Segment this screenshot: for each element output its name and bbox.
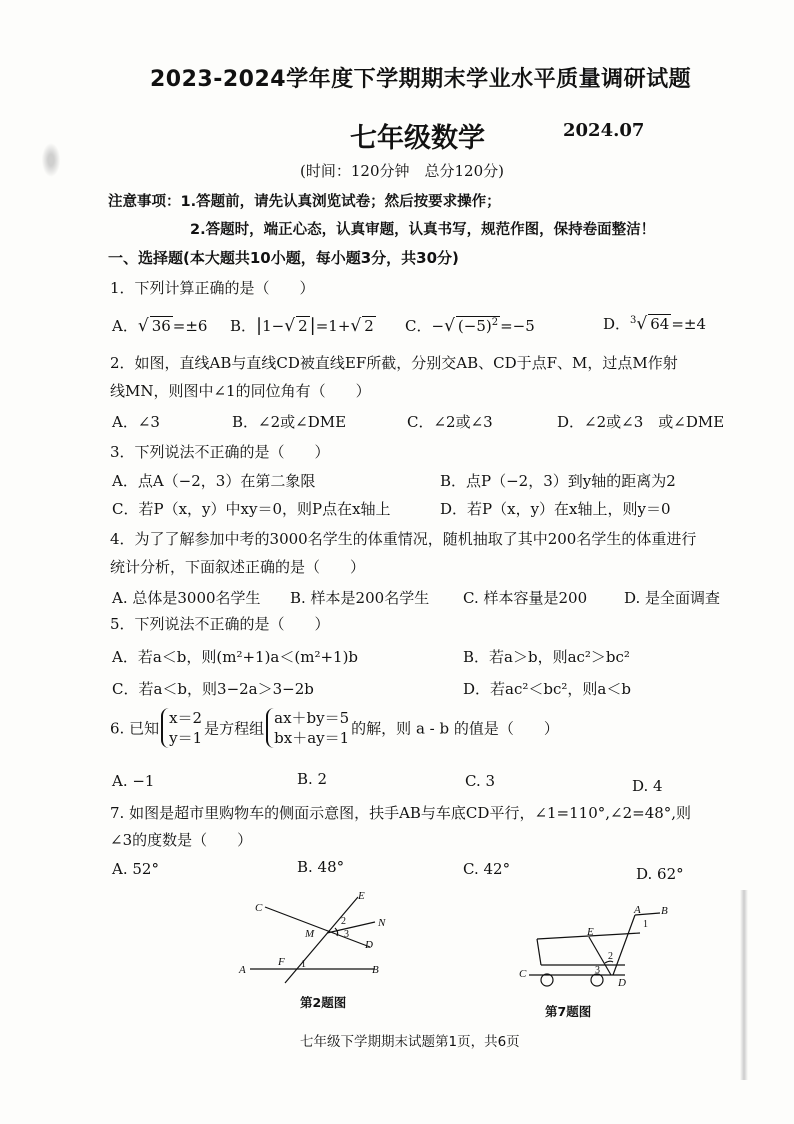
q7-option-c: C. 42°	[463, 860, 511, 878]
fig2-label-e: E	[358, 890, 365, 902]
q5-option-b: B．若a＞b，则ac²＞bc²	[463, 648, 630, 666]
q3-option-a: A．点A（−2，3）在第二象限	[112, 472, 316, 490]
section-choice-heading: 一、选择题(本大题共10小题，每小题3分，共30分)	[108, 249, 459, 267]
fig2-label-c: C	[255, 902, 263, 914]
q6-option-c: C. 3	[465, 772, 496, 790]
exam-subject: 七年级数学	[350, 123, 485, 154]
q2-stem-line-2: 线MN，则图中∠1的同位角有（ ）	[110, 382, 371, 400]
q6-solution-system: x＝2 y＝1	[161, 708, 202, 748]
q2-option-a: A．∠3	[112, 413, 160, 431]
q4-option-c: C. 样本容量是200	[463, 589, 588, 607]
notes-item-2: 2.答题时，端正心态，认真审题，认真书写，规范作图，保持卷面整洁！	[190, 222, 656, 238]
q2-option-c: C．∠2或∠3	[407, 413, 493, 431]
cart-handle-bar	[613, 915, 635, 975]
q6-option-a: A. −1	[112, 772, 155, 790]
fig2-label-n: N	[378, 917, 386, 929]
q7-stem-line-2: ∠3的度数是（ ）	[110, 831, 253, 849]
fig7-angle-1: 1	[643, 919, 648, 930]
fig7-angle-3: 3	[595, 965, 600, 976]
fig2-label-a: A	[239, 964, 246, 976]
line-ef	[285, 897, 358, 983]
notes-label: 注意事项：	[108, 194, 181, 210]
q1-option-a: A．√ 36 =±6	[112, 316, 208, 336]
q4-stem-line-1: 4．为了了解参加中考的3000名学生的体重情况，随机抽取了其中200名学生的体重进行	[110, 530, 697, 548]
fig7-label-e: E	[587, 926, 594, 938]
figure-q7-caption: 第7题图	[545, 1004, 592, 1019]
figure-q2-caption: 第2题图	[300, 995, 347, 1010]
q3-option-c: C．若P（x，y）中xy＝0，则P点在x轴上	[112, 500, 391, 518]
figure-q7-cart	[515, 903, 680, 998]
q6-equation-system: ax＋by＝5 bx＋ay＝1	[266, 708, 349, 748]
exam-date: 2024.07	[563, 120, 645, 141]
fig2-label-m: M	[305, 928, 315, 940]
q7-option-a: A. 52°	[112, 860, 159, 878]
fig7-label-a: A	[634, 904, 641, 916]
q2-stem-line-1: 2．如图，直线AB与直线CD被直线EF所截，分别交AB、CD于点F、M，过点M作射	[110, 354, 678, 372]
fig2-angle-3: 3	[344, 929, 349, 940]
notes-line-1	[108, 190, 501, 211]
fig2-angle-1: 1	[301, 959, 306, 970]
q1-stem: 1．下列计算正确的是（ ）	[110, 279, 315, 297]
notes-item-1: 1.答题前，请先认真浏览试卷；然后按要求操作；	[180, 194, 501, 210]
q5-option-c: C．若a＜b，则3−2a＞3−2b	[112, 680, 314, 698]
q5-stem: 5．下列说法不正确的是（ ）	[110, 615, 330, 633]
q6-option-b: B. 2	[297, 770, 328, 788]
fig7-label-d: D	[618, 977, 626, 989]
fig2-label-b: B	[372, 964, 379, 976]
q5-option-d: D．若ac²＜bc²，则a＜b	[463, 680, 631, 698]
q6-option-d: D. 4	[632, 777, 663, 795]
exam-title: 2023-2024学年度下学期期末学业水平质量调研试题	[150, 67, 692, 92]
page-footer: 七年级下学期期末试题第1页，共6页	[300, 1034, 520, 1050]
q5-option-a: A．若a＜b，则(m²+1)a＜(m²+1)b	[112, 648, 359, 666]
exam-time: (时间：120分钟 总分120分)	[300, 162, 504, 180]
q3-option-b: B．点P（−2，3）到y轴的距离为2	[440, 472, 676, 490]
figure-q2-lines	[235, 885, 395, 985]
q4-option-d: D. 是全面调查	[624, 589, 721, 607]
q3-option-d: D．若P（x，y）在x轴上，则y＝0	[440, 500, 671, 518]
cart-back-edge	[537, 939, 541, 965]
q7-option-d: D. 62°	[636, 865, 684, 883]
q2-option-d: D．∠2或∠3 或∠DME	[557, 413, 725, 431]
fig2-label-d: D	[365, 939, 373, 951]
fig7-label-b: B	[661, 905, 668, 917]
q7-option-b: B. 48°	[297, 858, 345, 876]
ray-mn	[327, 922, 375, 933]
q4-option-a: A. 总体是3000名学生	[112, 589, 261, 607]
q1-option-c: C．−√ $(-5)^2 =-5$	[405, 316, 535, 336]
q6-stem: 6. 已知x＝2 y＝1是方程组ax＋by＝5 bx＋ay＝1的解，则 a - b 的值是（ ）	[110, 709, 559, 747]
q1-option-b: B．|1−√ 2 |=1+√ 2	[230, 315, 374, 336]
scan-speck	[40, 140, 62, 180]
fig7-label-c: C	[519, 968, 527, 980]
cart-wheel-left	[541, 974, 553, 986]
fig7-angle-2: 2	[608, 951, 613, 962]
q3-stem: 3．下列说法不正确的是（ ）	[110, 443, 330, 461]
q1-option-d: D．$^3$√ 64 =±4	[603, 314, 707, 334]
q7-stem-line-1: 7. 如图是超市里购物车的侧面示意图，扶手AB与车底CD平行，∠1=110°,∠2=48°,则	[110, 804, 692, 822]
fig2-angle-2: 2	[341, 916, 346, 927]
q4-stem-line-2: 统计分析，下面叙述正确的是（ ）	[110, 558, 366, 576]
q2-option-b: B．∠2或∠DME	[232, 413, 347, 431]
scan-edge-shadow	[740, 890, 748, 1080]
q4-option-b: B. 样本是200名学生	[290, 589, 430, 607]
fig2-label-f: F	[278, 956, 285, 968]
